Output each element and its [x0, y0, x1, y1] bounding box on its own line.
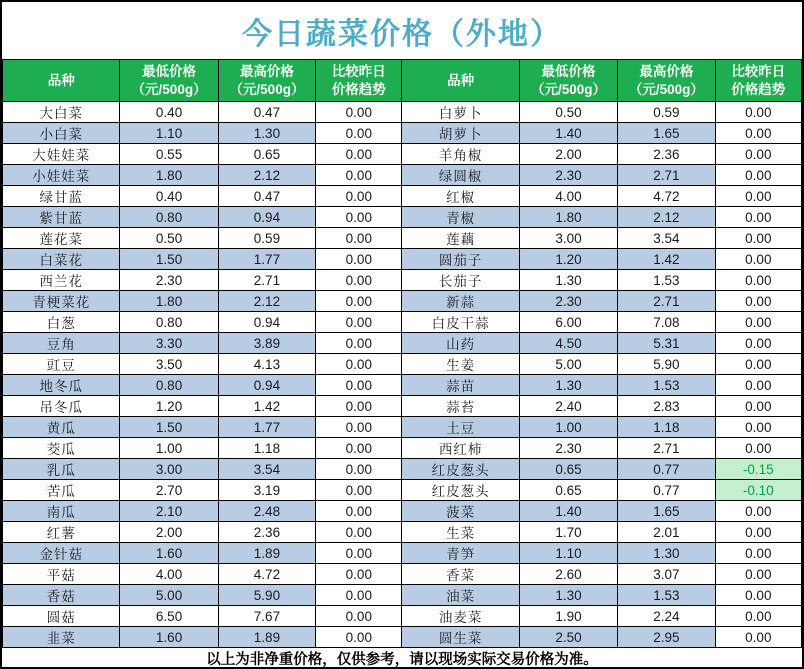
cell-min-price: 2.00	[519, 144, 617, 165]
cell-variety: 白萝卜	[402, 102, 519, 123]
cell-max-price: 2.36	[618, 144, 715, 165]
cell-max-price: 1.30	[618, 543, 715, 564]
cell-max-price: 1.53	[618, 585, 715, 606]
cell-variety: 圆菇	[3, 606, 120, 627]
cell-max-price: 1.53	[618, 270, 715, 291]
cell-trend: 0.00	[316, 459, 402, 480]
cell-max-price: 0.47	[218, 102, 315, 123]
table-row	[3, 606, 802, 627]
cell-max-price: 2.71	[618, 438, 715, 459]
cell-max-price: 4.72	[218, 564, 315, 585]
cell-trend: 0.00	[715, 249, 801, 270]
cell-variety: 圆生菜	[402, 627, 519, 648]
cell-variety: 红薯	[3, 522, 120, 543]
table-row	[3, 270, 802, 291]
cell-trend: 0.00	[316, 543, 402, 564]
cell-trend: 0.00	[316, 270, 402, 291]
cell-max-price: 1.18	[618, 417, 715, 438]
cell-trend: 0.00	[316, 606, 402, 627]
cell-trend: 0.00	[316, 207, 402, 228]
cell-min-price: 2.10	[120, 501, 218, 522]
table-row	[3, 312, 802, 333]
cell-variety: 莲花菜	[3, 228, 120, 249]
cell-variety: 平菇	[3, 564, 120, 585]
cell-max-price: 2.71	[218, 270, 315, 291]
cell-trend: 0.00	[715, 564, 801, 585]
cell-min-price: 1.40	[519, 501, 617, 522]
table-row	[3, 522, 802, 543]
table-row	[3, 354, 802, 375]
cell-trend: -0.10	[715, 480, 801, 501]
cell-trend: 0.00	[316, 312, 402, 333]
cell-variety: 白菜花	[3, 249, 120, 270]
table-row	[3, 543, 802, 564]
cell-trend: -0.15	[715, 459, 801, 480]
cell-variety: 乳瓜	[3, 459, 120, 480]
table-row	[3, 333, 802, 354]
cell-min-price: 1.90	[519, 606, 617, 627]
table-row	[3, 564, 802, 585]
cell-trend: 0.00	[316, 501, 402, 522]
col-header-label: 品种	[447, 72, 475, 88]
cell-variety: 小娃娃菜	[3, 165, 120, 186]
cell-variety: 油麦菜	[402, 606, 519, 627]
cell-max-price: 1.53	[618, 375, 715, 396]
cell-min-price: 2.30	[519, 438, 617, 459]
cell-max-price: 0.77	[618, 480, 715, 501]
table-row	[3, 585, 802, 606]
cell-min-price: 1.30	[519, 585, 617, 606]
cell-min-price: 1.70	[519, 522, 617, 543]
cell-trend: 0.00	[316, 585, 402, 606]
cell-variety: 茭瓜	[3, 438, 120, 459]
cell-max-price: 2.36	[218, 522, 315, 543]
cell-trend: 0.00	[715, 501, 801, 522]
col-header-label: 最高价格	[239, 63, 294, 79]
cell-variety: 韭菜	[3, 627, 120, 648]
cell-trend: 0.00	[715, 270, 801, 291]
cell-min-price: 1.10	[519, 543, 617, 564]
cell-trend: 0.00	[316, 123, 402, 144]
cell-trend: 0.00	[316, 354, 402, 375]
cell-trend: 0.00	[715, 291, 801, 312]
cell-min-price: 2.70	[120, 480, 218, 501]
cell-variety: 南瓜	[3, 501, 120, 522]
cell-variety: 红皮葱头	[402, 459, 519, 480]
cell-variety: 西兰花	[3, 270, 120, 291]
table-row	[3, 249, 802, 270]
cell-variety: 金针菇	[3, 543, 120, 564]
table-row	[3, 291, 802, 312]
cell-min-price: 2.30	[120, 270, 218, 291]
cell-variety: 新蒜	[402, 291, 519, 312]
cell-variety: 红皮葱头	[402, 480, 519, 501]
col-header-unit: （元/500g）	[131, 81, 207, 97]
cell-min-price: 1.50	[120, 249, 218, 270]
table-row	[3, 417, 802, 438]
cell-min-price: 3.30	[120, 333, 218, 354]
table-row	[3, 186, 802, 207]
cell-trend: 0.00	[715, 438, 801, 459]
col-header-variety-left	[3, 60, 120, 102]
cell-max-price: 1.77	[218, 249, 315, 270]
cell-variety: 红椒	[402, 186, 519, 207]
cell-trend: 0.00	[715, 207, 801, 228]
cell-min-price: 3.50	[120, 354, 218, 375]
col-header-trend-right	[715, 60, 801, 102]
cell-min-price: 3.00	[120, 459, 218, 480]
cell-trend: 0.00	[715, 144, 801, 165]
cell-variety: 苦瓜	[3, 480, 120, 501]
col-header-variety-right	[402, 60, 519, 102]
table-row	[3, 501, 802, 522]
cell-variety: 大娃娃菜	[3, 144, 120, 165]
cell-variety: 土豆	[402, 417, 519, 438]
cell-trend: 0.00	[316, 480, 402, 501]
cell-max-price: 1.89	[218, 543, 315, 564]
cell-max-price: 5.31	[618, 333, 715, 354]
col-header-max-price-right	[618, 60, 715, 102]
cell-min-price: 0.80	[120, 375, 218, 396]
cell-min-price: 2.60	[519, 564, 617, 585]
cell-min-price: 1.30	[519, 270, 617, 291]
table-row	[3, 396, 802, 417]
cell-variety: 圆茄子	[402, 249, 519, 270]
cell-variety: 白皮干蒜	[402, 312, 519, 333]
col-header-label: 比较昨日	[731, 63, 786, 79]
table-row	[3, 123, 802, 144]
cell-max-price: 0.94	[218, 207, 315, 228]
cell-max-price: 0.94	[218, 375, 315, 396]
cell-trend: 0.00	[715, 123, 801, 144]
cell-max-price: 2.12	[218, 291, 315, 312]
cell-max-price: 2.71	[618, 291, 715, 312]
cell-max-price: 1.89	[218, 627, 315, 648]
cell-trend: 0.00	[715, 522, 801, 543]
cell-max-price: 1.42	[218, 396, 315, 417]
cell-max-price: 1.18	[218, 438, 315, 459]
cell-variety: 吊冬瓜	[3, 396, 120, 417]
cell-trend: 0.00	[715, 627, 801, 648]
cell-min-price: 1.80	[120, 165, 218, 186]
footer-note: 以上为非净重价格，仅供参考，请以现场实际交易价格为准。	[206, 652, 598, 668]
table-row	[3, 228, 802, 249]
cell-min-price: 1.20	[519, 249, 617, 270]
cell-min-price: 1.20	[120, 396, 218, 417]
col-header-label: 价格趋势	[731, 81, 786, 97]
cell-min-price: 2.00	[120, 522, 218, 543]
cell-max-price: 3.54	[618, 228, 715, 249]
cell-variety: 地冬瓜	[3, 375, 120, 396]
cell-variety: 蒜苗	[402, 375, 519, 396]
cell-min-price: 0.65	[519, 480, 617, 501]
cell-max-price: 2.12	[218, 165, 315, 186]
cell-min-price: 1.10	[120, 123, 218, 144]
cell-max-price: 3.07	[618, 564, 715, 585]
cell-trend: 0.00	[316, 375, 402, 396]
cell-max-price: 2.12	[618, 207, 715, 228]
cell-variety: 西红柿	[402, 438, 519, 459]
cell-max-price: 2.83	[618, 396, 715, 417]
cell-min-price: 3.00	[519, 228, 617, 249]
cell-trend: 0.00	[715, 102, 801, 123]
cell-variety: 胡萝卜	[402, 123, 519, 144]
table-body	[3, 102, 802, 648]
cell-min-price: 0.80	[120, 207, 218, 228]
cell-min-price: 1.00	[519, 417, 617, 438]
table-row	[3, 438, 802, 459]
col-header-unit: （元/500g）	[531, 81, 607, 97]
cell-min-price: 1.80	[120, 291, 218, 312]
cell-variety: 菠菜	[402, 501, 519, 522]
cell-variety: 油菜	[402, 585, 519, 606]
table-row	[3, 165, 802, 186]
cell-max-price: 0.59	[618, 102, 715, 123]
cell-min-price: 5.00	[120, 585, 218, 606]
cell-min-price: 2.30	[519, 291, 617, 312]
cell-max-price: 3.19	[218, 480, 315, 501]
cell-min-price: 0.55	[120, 144, 218, 165]
cell-variety: 羊角椒	[402, 144, 519, 165]
cell-min-price: 2.50	[519, 627, 617, 648]
cell-max-price: 2.95	[618, 627, 715, 648]
cell-variety: 豇豆	[3, 354, 120, 375]
col-header-label: 比较昨日	[331, 63, 386, 79]
col-header-min-price-left	[120, 60, 218, 102]
cell-trend: 0.00	[715, 585, 801, 606]
cell-max-price: 5.90	[618, 354, 715, 375]
cell-trend: 0.00	[715, 165, 801, 186]
cell-max-price: 0.94	[218, 312, 315, 333]
cell-max-price: 1.30	[218, 123, 315, 144]
cell-variety: 青笋	[402, 543, 519, 564]
table-row	[3, 102, 802, 123]
cell-trend: 0.00	[316, 291, 402, 312]
cell-trend: 0.00	[316, 627, 402, 648]
cell-variety: 香菇	[3, 585, 120, 606]
cell-variety: 大白菜	[3, 102, 120, 123]
cell-min-price: 1.60	[120, 543, 218, 564]
cell-min-price: 6.00	[519, 312, 617, 333]
cell-trend: 0.00	[316, 522, 402, 543]
cell-min-price: 1.50	[120, 417, 218, 438]
cell-trend: 0.00	[316, 249, 402, 270]
cell-max-price: 2.24	[618, 606, 715, 627]
cell-min-price: 1.40	[519, 123, 617, 144]
table-row	[3, 480, 802, 501]
col-header-label: 品种	[47, 72, 75, 88]
cell-max-price: 3.89	[218, 333, 315, 354]
table-row	[3, 207, 802, 228]
cell-trend: 0.00	[316, 396, 402, 417]
col-header-unit: （元/500g）	[628, 81, 704, 97]
table-row	[3, 144, 802, 165]
cell-variety: 香菜	[402, 564, 519, 585]
cell-max-price: 1.77	[218, 417, 315, 438]
cell-max-price: 3.54	[218, 459, 315, 480]
cell-min-price: 0.40	[120, 102, 218, 123]
cell-trend: 0.00	[316, 102, 402, 123]
cell-trend: 0.00	[715, 417, 801, 438]
cell-variety: 青椒	[402, 207, 519, 228]
cell-trend: 0.00	[715, 375, 801, 396]
page-title: 今日蔬菜价格（外地）	[242, 17, 562, 51]
cell-min-price: 1.60	[120, 627, 218, 648]
cell-trend: 0.00	[316, 186, 402, 207]
cell-trend: 0.00	[316, 228, 402, 249]
cell-trend: 0.00	[316, 165, 402, 186]
cell-min-price: 2.30	[519, 165, 617, 186]
cell-max-price: 2.48	[218, 501, 315, 522]
cell-trend: 0.00	[715, 606, 801, 627]
col-header-min-price-right	[519, 60, 617, 102]
col-header-trend-left	[316, 60, 402, 102]
cell-min-price: 6.50	[120, 606, 218, 627]
cell-variety: 白葱	[3, 312, 120, 333]
cell-variety: 山药	[402, 333, 519, 354]
cell-min-price: 1.80	[519, 207, 617, 228]
cell-trend: 0.00	[316, 564, 402, 585]
cell-max-price: 2.01	[618, 522, 715, 543]
cell-variety: 绿圆椒	[402, 165, 519, 186]
cell-max-price: 1.42	[618, 249, 715, 270]
cell-variety: 莲藕	[402, 228, 519, 249]
cell-trend: 0.00	[715, 312, 801, 333]
cell-trend: 0.00	[715, 186, 801, 207]
cell-min-price: 4.00	[519, 186, 617, 207]
cell-max-price: 4.72	[618, 186, 715, 207]
cell-max-price: 2.71	[618, 165, 715, 186]
cell-variety: 长茄子	[402, 270, 519, 291]
cell-variety: 生菜	[402, 522, 519, 543]
cell-max-price: 7.08	[618, 312, 715, 333]
col-header-label: 最高价格	[639, 63, 694, 79]
col-header-label: 最低价格	[142, 63, 197, 79]
price-table	[2, 59, 802, 648]
cell-trend: 0.00	[316, 438, 402, 459]
header-row	[3, 60, 802, 102]
cell-min-price: 0.65	[519, 459, 617, 480]
cell-variety: 豆角	[3, 333, 120, 354]
cell-min-price: 0.50	[519, 102, 617, 123]
cell-trend: 0.00	[316, 144, 402, 165]
cell-trend: 0.00	[715, 396, 801, 417]
cell-max-price: 1.65	[618, 123, 715, 144]
col-header-label: 最低价格	[541, 63, 596, 79]
cell-min-price: 1.00	[120, 438, 218, 459]
cell-max-price: 4.13	[218, 354, 315, 375]
cell-variety: 蒜苔	[402, 396, 519, 417]
table-row	[3, 459, 802, 480]
cell-min-price: 0.40	[120, 186, 218, 207]
cell-min-price: 4.50	[519, 333, 617, 354]
cell-min-price: 1.30	[519, 375, 617, 396]
cell-min-price: 2.40	[519, 396, 617, 417]
cell-variety: 黄瓜	[3, 417, 120, 438]
cell-trend: 0.00	[316, 417, 402, 438]
cell-variety: 小白菜	[3, 123, 120, 144]
col-header-unit: （元/500g）	[229, 81, 305, 97]
cell-variety: 紫甘蓝	[3, 207, 120, 228]
cell-trend: 0.00	[715, 228, 801, 249]
cell-max-price: 0.77	[618, 459, 715, 480]
cell-trend: 0.00	[715, 333, 801, 354]
cell-min-price: 0.80	[120, 312, 218, 333]
col-header-label: 价格趋势	[331, 81, 386, 97]
cell-trend: 0.00	[715, 354, 801, 375]
cell-max-price: 0.47	[218, 186, 315, 207]
cell-min-price: 0.50	[120, 228, 218, 249]
cell-max-price: 0.59	[218, 228, 315, 249]
cell-min-price: 4.00	[120, 564, 218, 585]
cell-max-price: 7.67	[218, 606, 315, 627]
cell-variety: 绿甘蓝	[3, 186, 120, 207]
cell-variety: 青梗菜花	[3, 291, 120, 312]
table-row	[3, 375, 802, 396]
cell-min-price: 5.00	[519, 354, 617, 375]
col-header-max-price-left	[218, 60, 315, 102]
cell-trend: 0.00	[715, 543, 801, 564]
cell-trend: 0.00	[316, 333, 402, 354]
cell-max-price: 1.65	[618, 501, 715, 522]
table-row	[3, 627, 802, 648]
cell-max-price: 0.65	[218, 144, 315, 165]
cell-max-price: 5.90	[218, 585, 315, 606]
cell-variety: 生姜	[402, 354, 519, 375]
